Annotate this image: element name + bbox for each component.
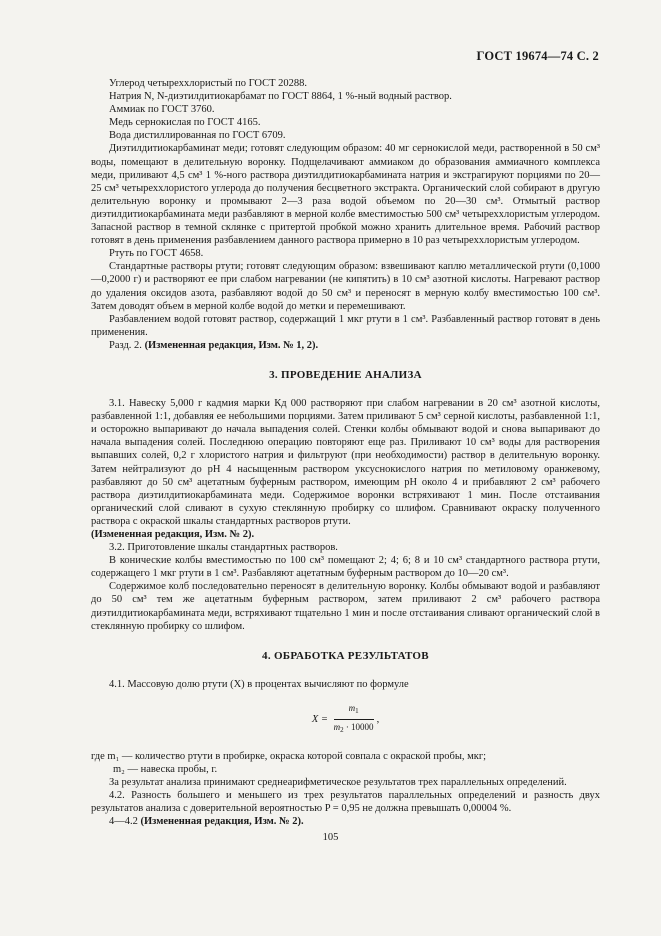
definition-m1: где m₁ — количество ртути в пробирке, окраска которой совпала с окраской пробы, мкг; bbox=[91, 750, 487, 762]
paragraph-4-1: 4.1. Массовую долю ртути (X) в процентах вычисляют по формуле bbox=[109, 678, 409, 690]
formula bbox=[91, 702, 600, 736]
paragraph-copper-reagent: Диэтилдитиокарбаминат меди; готовят следующим образом: 40 мг сернокислой меди, растворенной в 50 см³ воды, помещают в делительную воронку. Подщелачивают аммиаком до образования аммиачного комплекса меди, приливают 4,5 см³ 1 %-ного раствора диэтилдитиокарбамината натрия и экстрагируют порциями по 20—25 см³ четыреххлористого углерода до получения бесцветного экстракта. Органический слой собирают в другую делительную воронку и промывают 2—3 раза водой объемом по 20—30 см³. Отмытый раствор диэтилдитиокарбамината меди разбавляют в мерной колбе вместимостью 500 см³ четыреххлористым углеродом. Запасной раствор в темной склянке с притертой пробкой можно хранить длительное время. Рабочий раствор готовят в день применения разбавлением данного раствора примерно в 10 раз четыреххлористым углеродом. bbox=[91, 143, 600, 247]
formula-numerator: $m_1$ bbox=[334, 702, 374, 720]
edition-note: Разд. 2. (Измененная редакция, Изм. № 1, 2). bbox=[109, 339, 319, 351]
definition-m2: m₂ — навеска пробы, г. bbox=[113, 764, 218, 776]
paragraph-3-1: 3.1. Навеску 5,000 г кадмия марки Кд 000 растворяют при слабом нагревании в 20 см³ азотной кислоты, разбавленной 1:1, добавляя ее небольшими порциями. Затем приливают 5 см³ серной кислоты, разбавленной 1:1, и осторожно выпаривают до начала выпадения солей. Стенки колбы обмывают водой и снова выпаривают до начала выпадения солей. Последнюю операцию повторяют еще раз. Приливают 10 см³ воды для растворения выпавших солей, 0,2 г хлористого натрия и фильтруют (при необходимости) раствор в делительную воронку. Затем нейтрализуют до pH 4 насыщенным раствором уксуснокислого натрия по метиловому оранжевому, разбавляют до 50 см³ ацетатным буферным раствором, имеющим pH около 4 и прибавляют 2 см³ рабочего раствора диэтилдитиокарбамината меди. Содержимое воронки встряхивают 1 мин. После отстаивания органический слой сливают в сухую стеклянную пробирку со шлифом. Сравнивают окраску полученного раствора с окраской шкалы стандартных растворов ртути. bbox=[91, 398, 600, 527]
reagent-line: Медь сернокислая по ГОСТ 4165. bbox=[109, 117, 261, 129]
reagent-line: Аммиак по ГОСТ 3760. bbox=[109, 104, 215, 116]
reagent-line: Вода дистиллированная по ГОСТ 6709. bbox=[109, 130, 286, 142]
section-heading-4: 4. ОБРАБОТКА РЕЗУЛЬТАТОВ bbox=[262, 649, 429, 662]
paragraph-3-2: 3.2. Приготовление шкалы стандартных растворов. bbox=[109, 542, 338, 554]
edition-note: 4—4.2 (Измененная редакция, Изм. № 2). bbox=[109, 816, 304, 828]
document-body bbox=[91, 77, 600, 829]
paragraph-dilution: Разбавлением водой готовят раствор, содержащий 1 мкг ртути в 1 см³. Разбавленный раствор готовят в день применения. bbox=[91, 313, 600, 338]
reagent-line: Натрия N, N-диэтилдитиокарбамат по ГОСТ 8864, 1 %-ный водный раствор. bbox=[109, 91, 452, 103]
reagent-line: Ртуть по ГОСТ 4658. bbox=[109, 248, 204, 260]
paragraph-3-2-flasks: В конические колбы вместимостью по 100 см³ помещают 2; 4; 6; 8 и 10 см³ стандартного раствора ртути, содержащего 1 мкг ртути в 1 см³. Разбавляют ацетатным буферным раствором до 10—20 см³. bbox=[91, 555, 600, 580]
paragraph-3-2-transfer: Содержимое колб последовательно переносят в делительную воронку. Колбы обмывают водой и разбавляют до 50 см³ тем же ацетатным буферным раствором, затем приливают 2 см³ рабочего раствора диэтилдитиокарбамината меди, встряхивают тщательно 1 мин и после отстаивания сливают органический слой в стеклянную пробирку со шлифом. bbox=[91, 581, 600, 632]
formula-comma: , bbox=[376, 713, 380, 725]
edition-note: (Измененная редакция, Изм. № 2). bbox=[91, 529, 255, 540]
paragraph-4-1-result: За результат анализа принимают среднеарифметическое результатов трех параллельных определений. bbox=[109, 777, 567, 789]
formula-denominator: $m_2 \cdot 10000$ bbox=[333, 722, 374, 735]
reagent-line: Углерод четыреххлористый по ГОСТ 20288. bbox=[109, 78, 308, 89]
formula-lhs: X = bbox=[311, 713, 328, 725]
paragraph-4-2: 4.2. Разность большего и меньшего из трех результатов параллельных определений и разность двух результатов анализа с доверительной вероятностью P = 0,95 не должна превышать 0,00004 %. bbox=[91, 790, 600, 815]
page-number: 105 bbox=[322, 832, 339, 843]
section-heading-3: 3. ПРОВЕДЕНИЕ АНАЛИЗА bbox=[269, 368, 422, 381]
formula-fraction bbox=[334, 702, 374, 737]
page-header: ГОСТ 19674—74 С. 2 bbox=[476, 49, 599, 63]
paragraph-standard-solutions: Стандартные растворы ртути; готовят следующим образом: взвешивают каплю металлической ртути (0,1000—0,2000 г) и растворяют ее при слабом нагревании (не кипятить) в 10 см³ азотной кислоты. Нагревают раствор до удаления оксидов азота, разбавляют водой до 50 см³ и переносят в мерную колбу вместимостью 100 см³. Затем доводят объем в мерной колбе водой до метки и перемешивают. bbox=[91, 261, 600, 312]
